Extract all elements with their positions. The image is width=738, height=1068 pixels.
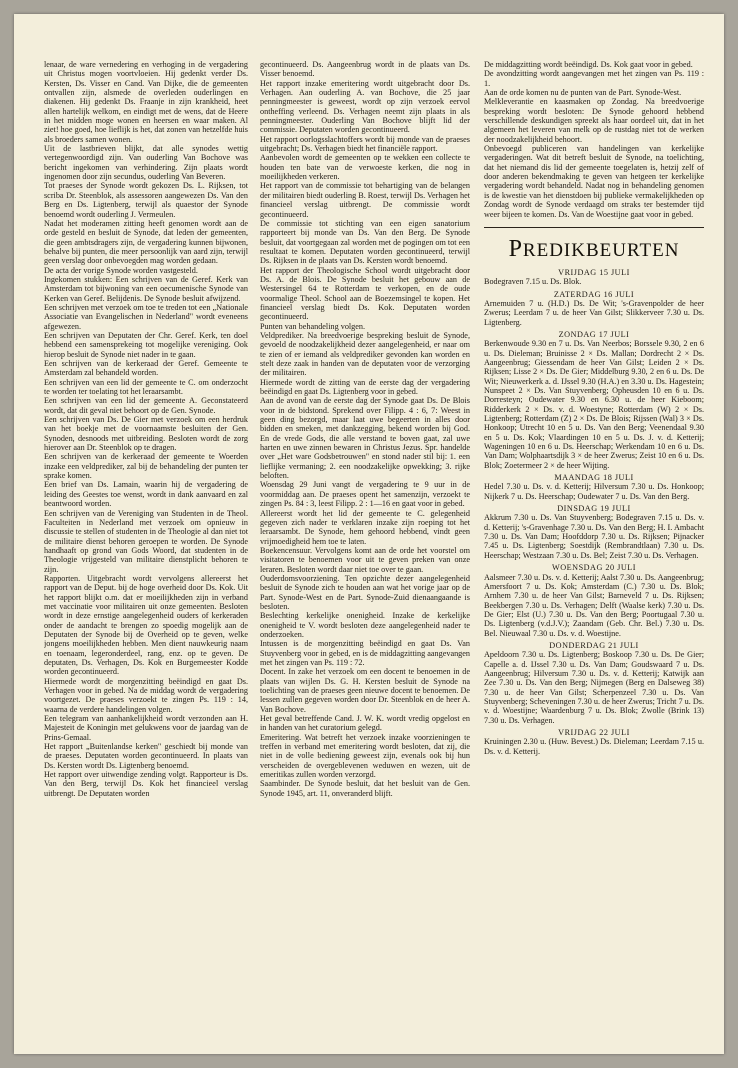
paragraph: Aan de orde komen nu de punten van de Part. Synode-West.	[484, 88, 682, 98]
paragraph: Een schrijven van een lid der gemeente te C. om onderzocht te worden ter toelating tot het leraarsambt.	[44, 377, 248, 397]
paragraph: Een schrijven van Deputaten der Chr. Geref. Kerk, ten doel hebbend een samensprekeing tot mogelijke vereniging. Ook hierop besluit de Synode niet nader in te gaan.	[44, 330, 248, 359]
synode-report-continued	[484, 60, 704, 219]
paragraph: Een brief van Ds. Lamain, waarin hij de vergadering de leiding des Geestes toe wenst, wordt in dank aanvaard en zal beantwoord worden.	[44, 480, 248, 509]
page-body	[44, 60, 704, 1050]
day-schedule: Aalsmeer 7.30 u. Ds. v. d. Ketterij; Aalst 7.30 u. Ds. Aangeenbrug; Amersfoort 7 u. Ds. Kok; Amsterdam (C.) 7.30 u. Ds. Blok; Arnhem 7.30 u. de heer Van Gilst; Barneveld 7 u. Ds. Rijksen; Beekbergen 7.30 u. Ds. Verhagen; Delft (Waalse kerk) 7.30 u. Ds. De Gier; Elst (U.) 7.30 u. Ds. Van den Berg; Poortugaal 7.30 u. Ds. Ligtenberg (v.d.J.V.); Zaandam (Geb. Chr. Bel.) 7.30 u. Ds. Bel. Nieuwaal 7.30 u. Ds. v. d. Woestijne.	[484, 572, 704, 638]
paragraph: Aanbevolen wordt de gemeenten op te wekken een collecte te houden ten bate van de verwoeste kerken, die nog in moeilijkheden verkeren.	[260, 153, 470, 182]
paragraph: Boekencensuur. Vervolgens komt aan de orde het voorstel om visitatoren te benoemen voor uit te geven preken van onze leraren. Besloten wordt daar niet toe over te gaan.	[260, 545, 470, 574]
day-schedule: Hedel 7.30 u. Ds. v. d. Ketterij; Hilversum 7.30 u. Ds. Honkoop; Nijkerk 7 u. Ds. Heerschap; Oudewater 7 u. Ds. Van den Berg.	[484, 482, 704, 501]
paragraph: Het rapport der Theologische School wordt uitgebracht door Ds. A. de Blois. De Synode besluit het gebouw aan de Westersingel 64 te Rotterdam te verkopen, en de oude voormalige Theol. School aan de Boezemsingel te kopen. Het financieel verslag biedt Ds. Kok. Deputaten worden gecontinueerd.	[260, 265, 470, 322]
day-heading: MAANDAG 18 JULI	[554, 473, 634, 483]
day-schedule: Arnemuiden 7 u. (H.D.) Ds. De Wit; 's-Gravenpolder de heer Zwerus; Leerdam 7 u. de heer Van Gilst; Slikkerveer 7.30 u. Ds. Ligtenberg.	[484, 298, 704, 327]
paragraph: Saambinder. De Synode besluit, dat het besluit van de Gen. Synode 1945, art. 11, onveranderd blijft.	[260, 779, 470, 798]
day-heading: ZATERDAG 16 JULI	[553, 289, 635, 299]
paragraph: Rapporten. Uitgebracht wordt vervolgens allereerst het rapport van de Deput. bij de hoge overheid door Ds. Kok. Uit het rapport blijkt o.m. dat er moeilijkheden zijn in verband met vaccinatie voor militairen uit onze gemeenten. Besloten wordt in deze ernstige aangelegenheid ouders of kerkeraden onder de aandacht te brengen zo spoedig mogelijk aan de Deputaten der Synode bij de Overheid op te geven, welke jongens moeilijkheden hebben. Men dient nauwkeurig naam en toenaam, legeronderdeel, rang, enz. op te geven. De deputaten, Ds. Verhagen, Ds. Kok en Burgemeester Kodde worden gecontinueerd.	[44, 573, 248, 677]
newspaper-page	[14, 14, 724, 1054]
paragraph: Een schrijven van de Vereniging van Studenten in de Theol. Faculteiten in Nederland met verzoek om opnieuw in discussie te stellen of studenten in de Theologie al dan niet tot de militaire dienst behoren geroepen te worden. De Synode handhaaft op grond van Gods Woord, dat studenten in de Theologie vrijgesteld van militaire dienstplicht behoren te zijn.	[44, 508, 248, 574]
day-heading: DINSDAG 19 JULI	[557, 504, 631, 514]
paragraph: Melkleverantie en kaasmaken op Zondag. Na breedvoerige bespreking wordt besloten: De Synode gehoord hebbend verschillende deskundigen spreekt als haar oordeel uit, dat in het algemeen het leveren van melk op de rustdag niet tot de werken der noodzakelijkheid behoort.	[484, 97, 704, 144]
paragraph: Een schrijven van Ds. De Gier met verzoek om een herdruk van het boekje met de voornaamste besluiten der Gen. Synoden, desnoods met uitbreiding. Besloten wordt de zorg hierover aan Dr. Steenblok op te dragen.	[44, 415, 248, 453]
column-middle	[260, 60, 470, 1050]
paragraph: Het geval betreffende Cand. J. W. K. wordt vredig opgelost en in handen van het curatorium gelegd.	[260, 714, 470, 733]
paragraph: Beslechting kerkelijke onenigheid. Inzake de kerkelijke onenigheid te V. wordt besloten deze aangelegenheid nader te onderzoeken.	[260, 611, 470, 639]
paragraph: Allereerst wordt het lid der gemeente te C. gelegenheid gegeven zich nader te verklaren inzake zijn roeping tot het leraarsambt. De Synode, hem gehoord hebbend, vindt geen vrijmoedigheid hem toe te laten.	[260, 508, 470, 546]
paragraph: Het rapport van de commissie tot behartiging van de belangen der militairen biedt ouderling B. Roest, terwijl Ds. Verhagen het financieel verslag uitbrengt. De commissie wordt gecontinueerd.	[260, 181, 470, 219]
day-schedule: Kruiningen 2.30 u. (Huw. Bevest.) Ds. Dieleman; Leerdam 7.15 u. Ds. v. d. Ketterij.	[484, 737, 704, 756]
paragraph: Een schrijven van de kerkeraad der gemeente te Woerden inzake een veldprediker, zal bij de behandeling der punten ter sprake komen.	[44, 452, 248, 481]
column-right	[484, 60, 704, 1050]
paragraph: De acta der vorige Synode worden vastgesteld.	[44, 265, 198, 275]
paragraph: lenaar, de ware vernedering en verhoging in de vergadering uit Christus mogen voortvloeien. Hij gedenkt verder Ds. Kersten, Ds. Visser en Cand. Van Dijke, die de gemeenten ontvallen zijn, alsmede de overleden ouderlingen en diakenen. Hij gedenkt Ds. Fraanje in zijn krankheid, heet allen hartelijk welkom, en eindigt met de wens, dat de Heere in het midden moge wonen en heersen en waar maken. Al ziet! hoe goed, hoe lieflijk is het, dat zonen van hetzelfde huis als broeders samen wonen.	[44, 60, 248, 144]
day-schedule: Apeldoorn 7.30 u. Ds. Ligtenberg; Boskoop 7.30 u. Ds. De Gier; Capelle a. d. IJssel 7.30 u. Ds. Van Dam; Goudswaard 7 u. Ds. Aangeenbrug; Hilversum 7.30 u. Ds. v. d. Ketterij; Katwijk aan Zee 7.30 u. Ds. Van den Berg; Nijmegen (Berg en Dalseweg 38) 7.30 u. de heer Van Gilst; Scherpenzeel 7.30 u. Ds. Van Stuyvenberg; Scheveningen 7.30 u. de heer Zwerus; Tricht 7 u. Ds. v. d. Woestijne; Waardenburg 7 u. Ds. Blok; Zwolle (Brink 13) 7.30 u. Ds. Verhagen.	[484, 650, 704, 725]
day-heading: DONDERDAG 21 JULI	[549, 640, 639, 650]
paragraph: Docent. In zake het verzoek om een docent te benoemen in de plaats van wijlen Ds. G. H. Kersten besluit de Synode na toelichting van de praeses geen nieuwe docent te benoemen. De lessen zullen gegeven worden door Dr. Steenblok en de heer A. Van Bochove.	[260, 667, 470, 714]
paragraph: gecontinueerd. Ds. Aangeenbrug wordt in de plaats van Ds. Visser benoemd.	[260, 60, 470, 79]
paragraph: Nadat het moderamen zitting heeft genomen wordt aan de orde gesteld en besluit de Synode, dat leden der gemeenten, die geen ambtsdragers zijn, de vergadering kunnen bijwonen, behalve bij punten, die meer persoonlijk van aard zijn, terwijl geen verslag door onbevoegden mag worden gedaan.	[44, 218, 248, 266]
paragraph: Hiermede wordt de zitting van de eerste dag der vergadering beëindigd en gaat Ds. Ligtenberg voor in gebed.	[260, 377, 470, 397]
paragraph: Uit de lastbrieven blijkt, dat alle synodes wettig vertegenwoordigd zijn. Van ouderling Van Bochove was bericht ingekomen van verhindering. Zijn plaats wordt ingenomen door zijn secundus, ouderling Van Beveren.	[44, 144, 248, 182]
paragraph: Het rapport oorlogsslachtoffers wordt bij monde van de praeses uitgebracht; Ds. Verhagen biedt het financiële rapport.	[260, 134, 470, 154]
paragraph: Een telegram van aanhankelijkheid wordt verzonden aan H. Majesteit de Koningin met gelukwens voor de jaardag van de Prins-Gemaal.	[44, 714, 248, 742]
section-divider	[484, 227, 704, 228]
paragraph: Het rapport inzake emeritering wordt uitgebracht door Ds. Verhagen. Aan ouderling A. van Bochove, die 25 jaar penningmeester is geweest, wordt op zijn verzoek eervol ontheffing verleend. Ds. Verhagen neemt zijn plaats in als penningmeester. Ouderling Van Bochove blijft lid der commissie. Deputaten worden gecontinueerd.	[260, 78, 470, 135]
day-schedule: Berkenwoude 9.30 en 7 u. Ds. Van Neerbos; Borssele 9.30, 2 en 6 u. Ds. Dieleman; Bruinisse 2 × Ds. Mallan; Dordrecht 2 × Ds. Aangeenbrug; Giessendam de heer Van Gilst; Leiden 2 × Ds. Rijksen; Lisse 2 × Ds. De Gier; Middelburg 9.30, 2 en 6 u. Ds. De Wit; Nieuwerkerk a. d. IJssel 9.30 (H.A.) en 3.30 u. Ds. Hagestein; Nunspeet 2 × Ds. Van Stuyvenberg; Opheusden 10 en 6 u. Ds. Dorresteyn; Oudewater 9.30 en 6.30 u. de heer Kieboom; Ridderkerk 2 × Ds. v. d. Woestyne; Rotterdam (W) 2 × Ds. Ligtenberg; Rotterdam (Z) 2 × Ds. De Blois; Rijssen (Wal) 3 × Ds. Honkoop; Utrecht 10 en 5 u. Ds. Van den Berg; Veenendaal 9.30 en 5 u. Ds. Kok; Vlaardingen 10 en 5 u. Ds. J. v. d. Ketterij; Wageningen 10 en 6 u. Ds. Heerschap; Werkendam 10 en 6 u. Ds. Van Dam; Wolphaartsdijk 3 × de heer Zwerus; Zeist 10 en 6 u. Ds. Blok; Zoetermeer 2 × de heer Wijting.	[484, 339, 704, 470]
paragraph: Een schrijven van een lid der gemeente A. Geconstateerd wordt, dat dit geval niet behoort op de Gen. Synode.	[44, 396, 248, 415]
paragraph: Het rapport „Buitenlandse kerken" geschiedt bij monde van de praeses. Deputaten worden gecontinueerd. In plaats van Ds. Kersten wordt Ds. Ligtenberg benoemd.	[44, 742, 248, 770]
paragraph: Emeritering. Wat betreft het verzoek inzake voorzieningen te treffen in verband met emeritering wordt besloten, dat zij, die niet in de volle bediening geweest zijn, evenals ook bij hun verscheiden de overgeblevenen weduwen en wezen, uit de emeritikas zullen worden verzorgd.	[260, 732, 470, 780]
day-heading: VRIJDAG 15 JULI	[558, 267, 630, 277]
paragraph: Punten van behandeling volgen.	[260, 321, 366, 331]
column-left	[44, 60, 248, 1050]
paragraph: Tot praeses der Synode wordt gekozen Ds. L. Rijksen, tot scriba Dr. Steenblok, als assessoren aangewezen Ds. Van den Berg en Ds. Ligtenberg, terwijl als quaestor der Synode benoemd wordt ouderling J. Vermeulen.	[44, 181, 248, 219]
paragraph: Ouderdomsvoorziening. Ten opzichte dezer aangelegenheid besluit de Synode zich te houden aan wat het vorige jaar op de Part. Synode-West en de Part. Synode-Zuid dienaangaande is besloten.	[260, 573, 470, 611]
paragraph: De commissie tot stichting van een eigen sanatorium rapporteert bij monde van Ds. Van den Berg. De Synode besluit, dat voortgegaan zal worden met de pogingen om tot een resultaat te komen. Deputaten worden gecontinueerd, terwijl Ds. Rijksen in de plaats van Ds. Kersten wordt benoemd.	[260, 218, 470, 266]
paragraph: De avondzitting wordt aangevangen met het zingen van Ps. 119 : 1.	[484, 69, 704, 88]
paragraph: Een schrijven van de kerkeraad der Geref. Gemeente te Amsterdam zal behandeld worden.	[44, 359, 248, 378]
paragraph: Hiermede wordt de morgenzitting beëindigd en gaat Ds. Verhagen voor in gebed. Na de middag wordt de vergadering voortgezet. De praeses verzoekt te zingen Ps. 119 : 14, waarna de verdere handelingen volgen.	[44, 676, 248, 714]
paragraph: Onbevoegd publiceren van handelingen van kerkelijke vergaderingen. Wat dit betreft besluit de Synode, na toelichting, dat het niemand dis lid der gemeente toegelaten is, hetzij zelf of door anderen bekendmaking te geven van hetgeen ter kerkelijke vergadering wordt behandeld. Nadat nog in behandeling genomen is de kwestie van het dienstdoen bij publieke vermakelijkheden op Zondag wordt de Synode verdaagd om straks ter bestemder tijd weer bijeen te komen. Ds. Van de Woestijne gaat voor in gebed.	[484, 144, 704, 219]
paragraph: Woensdag 29 Juni vangt de vergadering te 9 uur in de voormiddag aan. De praeses opent het samenzijn, verzoekt te zingen Ps. 84 : 3, leest Filipp. 2 : 1—16 en gaat voor in gebed.	[260, 480, 470, 509]
preaching-schedule	[484, 268, 704, 756]
day-schedule: Bodegraven 7.15 u. Ds. Blok.	[484, 277, 582, 287]
paragraph: Aan de avond van de eerste dag der Synode gaat Ds. De Blois voor in de bidstond. Sprekend over Filipp. 4 : 6, 7: Weest in geen ding bezorgd, maar laat uwe begeerten in alles door bidden en smeken, met dankzegging, bekend worden bij God. En de vrede Gods, die alle verstand te boven gaat, zal uwe harten en uwe zinnen bewaren in Christus Jezus. Spr. handelde over „Het ware Godsbetrouwen" en stond nader stil bij: 1. een lieflijke vermaning; 2. een noodzakelijke opwekking; 3. rijke beloften.	[260, 396, 470, 481]
paragraph: Ingekomen stukken: Een schrijven van de Geref. Kerk van Amsterdam tot bijwoning van een oecumenische Synode van Kerken van Geref. Belijdenis. De Synode besluit afwijzend.	[44, 274, 248, 303]
day-heading: ZONDAG 17 JULI	[558, 329, 630, 339]
day-heading: WOENSDAG 20 JULI	[552, 563, 636, 573]
day-heading: VRIJDAG 22 JULI	[558, 728, 630, 737]
paragraph: Het rapport over uitwendige zending volgt. Rapporteur is Ds. Van den Berg, terwijl Ds. Kok het financieel verslag uitbrengt. De Deputaten worden	[44, 770, 248, 798]
paragraph: Een schrijven met verzoek om toe te treden tot een „Nationale Associatie van Evangelischen in Nederland" wordt eveneens afgewezen.	[44, 302, 248, 331]
predikbeurten-title: PREDIKBEURTEN	[508, 235, 680, 262]
paragraph: De middagzitting wordt beëindigd. Ds. Kok gaat voor in gebed.	[484, 60, 693, 69]
paragraph: Intussen is de morgenzitting beëindigd en gaat Ds. Van Stuyvenberg voor in gebed, en is de middagzitting aangevangen met het zingen van Ps. 119 : 72.	[260, 639, 470, 667]
paragraph: Veldprediker. Na breedvoerige bespreking besluit de Synode, gevoeld de noodzakelijkheid dezer aangelegenheid, er naar om te zien of er iemand als veldprediker gevonden kan worden en stelt deze zaak in handen van de deputaten voor de verzorging der militairen.	[260, 330, 470, 378]
day-schedule: Akkrum 7.30 u. Ds. Van Stuyvenberg; Bodegraven 7.15 u. Ds. v. d. Ketterij; 's-Gravenhage 7.30 u. Ds. Van den Berg; H. I. Ambacht 7.30 u. Ds. Van Dam; Hoofddorp 7.30 u. Ds. Rijksen; Pijnacker 7.45 u. Ds. Ligtenberg; Soestdijk (Rembrandtlaan) 7.30 u. Ds. Heerschap; Westzaan 7.30 u. Ds. Bel; Zeist 7.30 u. Ds. Verhagen.	[484, 513, 704, 560]
